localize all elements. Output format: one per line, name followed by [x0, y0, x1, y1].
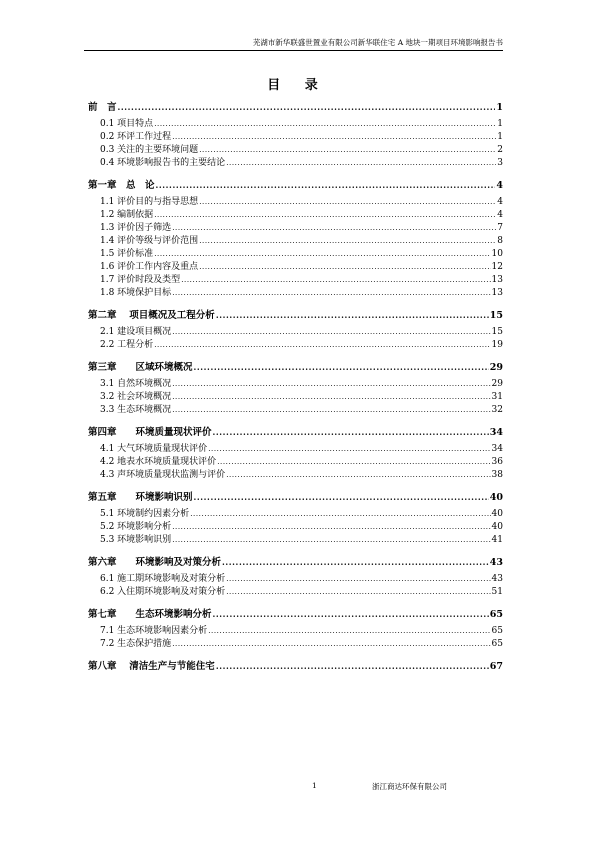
- toc-entry-label: 2.2 工程分析: [100, 340, 154, 350]
- toc-entry-label: 第三章 区域环境概况: [88, 362, 193, 373]
- toc-entry-label: 4.2 地表水环境质量现状评价: [100, 457, 217, 467]
- toc-section-entry[interactable]: [88, 469, 503, 482]
- toc-section-entry[interactable]: [88, 456, 503, 469]
- toc-entry-page-number: 2: [497, 145, 503, 155]
- toc-entry-page-number: 1: [497, 119, 503, 129]
- toc-chapter-entry[interactable]: [88, 555, 503, 570]
- toc-dot-leader: [208, 625, 490, 638]
- toc-entry-page-number: 65: [491, 639, 503, 649]
- toc-section-entry[interactable]: [88, 131, 503, 144]
- toc-dot-leader: [216, 659, 489, 673]
- toc-dot-leader: [172, 131, 496, 144]
- toc-section-entry[interactable]: [88, 118, 503, 131]
- toc-dot-leader: [156, 178, 496, 192]
- toc-entry-label: 第二章 项目概况及工程分析: [88, 310, 215, 321]
- toc-dot-leader: [181, 274, 490, 287]
- toc-entry-label: 3.1 自然环境概况: [100, 379, 172, 389]
- toc-entry-label: 1.8 环境保护目标: [100, 288, 172, 298]
- toc-entry-page-number: 34: [491, 444, 503, 454]
- toc-dot-leader: [194, 360, 489, 374]
- toc-section-entry[interactable]: [88, 586, 503, 599]
- toc-entry-label: 2.1 建设项目概况: [100, 327, 172, 337]
- toc-entry-label: 第六章 环境影响及对策分析: [88, 557, 222, 568]
- toc-section-entry[interactable]: [88, 326, 503, 339]
- toc-entry-label: 7.1 生态环境影响因素分析: [100, 626, 208, 636]
- toc-section-entry[interactable]: [88, 287, 503, 300]
- toc-entry-page-number: 38: [491, 470, 503, 480]
- toc-section-entry[interactable]: [88, 339, 503, 352]
- toc-entry-page-number: 34: [489, 427, 503, 438]
- toc-dot-leader: [154, 248, 490, 261]
- toc-section-entry[interactable]: [88, 378, 503, 391]
- toc-dot-leader: [226, 586, 490, 599]
- toc-entry-label: 1.4 评价等级与评价范围: [100, 236, 199, 246]
- toc-entry-label: 1.7 评价时段及类型: [100, 275, 181, 285]
- page-number: 1: [312, 781, 317, 790]
- toc-section-entry[interactable]: [88, 625, 503, 638]
- toc-chapter-entry[interactable]: [88, 178, 503, 193]
- toc-entry-page-number: 43: [491, 574, 503, 584]
- toc-dot-leader: [199, 144, 496, 157]
- toc-section-entry[interactable]: [88, 209, 503, 222]
- toc-section-entry[interactable]: [88, 196, 503, 209]
- toc-entry-label: 5.1 环境制约因素分析: [100, 509, 190, 519]
- toc-section-entry[interactable]: [88, 144, 503, 157]
- toc-section-entry[interactable]: [88, 391, 503, 404]
- toc-entry-label: 前 言: [88, 102, 117, 113]
- toc-entry-label: 第一章 总 论: [88, 180, 155, 191]
- toc-section-entry[interactable]: [88, 235, 503, 248]
- toc-entry-page-number: 40: [491, 522, 503, 532]
- toc-entry-page-number: 13: [491, 288, 503, 298]
- toc-entry-page-number: 13: [491, 275, 503, 285]
- toc-entry-page-number: 19: [491, 340, 503, 350]
- toc-entry-page-number: 29: [491, 379, 503, 389]
- toc-entry-page-number: 8: [497, 236, 503, 246]
- toc-entry-label: 第四章 环境质量现状评价: [88, 427, 212, 438]
- toc-dot-leader: [172, 287, 490, 300]
- toc-dot-leader: [216, 308, 489, 322]
- running-header: 芜湖市新华联盛世置业有限公司新华联住宅 A 地块一期项目环境影响报告书: [252, 38, 503, 47]
- toc-entry-page-number: 10: [491, 249, 503, 259]
- toc-entry-page-number: 41: [491, 535, 503, 545]
- toc-dot-leader: [226, 573, 490, 586]
- toc-dot-leader: [154, 118, 496, 131]
- toc-dot-leader: [199, 261, 490, 274]
- toc-chapter-entry[interactable]: [88, 607, 503, 622]
- toc-chapter-entry[interactable]: [88, 360, 503, 375]
- toc-dot-leader: [190, 508, 490, 521]
- toc-dot-leader: [199, 196, 496, 209]
- toc-dot-leader: [217, 456, 490, 469]
- toc-entry-page-number: 51: [491, 587, 503, 597]
- toc-entry-label: 5.3 环境影响识别: [100, 535, 172, 545]
- toc-chapter-entry[interactable]: [88, 308, 503, 323]
- toc-dot-leader: [118, 100, 496, 114]
- toc-entry-page-number: 65: [489, 609, 503, 620]
- toc-entry-page-number: 7: [497, 223, 503, 233]
- toc-dot-leader: [222, 555, 489, 569]
- toc-entry-label: 1.5 评价标准: [100, 249, 154, 259]
- toc-entry-page-number: 1: [496, 102, 503, 113]
- toc-entry-page-number: 4: [497, 197, 503, 207]
- toc-entry-page-number: 15: [491, 327, 503, 337]
- toc-dot-leader: [154, 209, 496, 222]
- toc-dot-leader: [172, 391, 490, 404]
- header-rule: [84, 50, 503, 51]
- toc-dot-leader: [172, 638, 490, 651]
- toc-dot-leader: [199, 235, 496, 248]
- toc-section-entry[interactable]: [88, 638, 503, 651]
- toc-dot-leader: [213, 425, 489, 439]
- toc-entry-label: 0.1 项目特点: [100, 119, 154, 129]
- toc-entry-label: 5.2 环境影响分析: [100, 522, 172, 532]
- toc-dot-leader: [208, 443, 490, 456]
- toc-entry-label: 0.2 环评工作过程: [100, 132, 172, 142]
- toc-entry-page-number: 15: [489, 310, 503, 321]
- toc-dot-leader: [172, 534, 490, 547]
- toc-section-entry[interactable]: [88, 508, 503, 521]
- toc-entry-label: 1.3 评价因子筛选: [100, 223, 172, 233]
- toc-entry-page-number: 31: [491, 392, 503, 402]
- toc-entry-page-number: 12: [491, 262, 503, 272]
- toc-entry-page-number: 36: [491, 457, 503, 467]
- toc-dot-leader: [226, 469, 490, 482]
- toc-dot-leader: [213, 607, 489, 621]
- toc-dot-leader: [154, 339, 490, 352]
- toc-section-entry[interactable]: [88, 222, 503, 235]
- toc-chapter-entry[interactable]: [88, 100, 503, 115]
- toc-section-entry[interactable]: [88, 248, 503, 261]
- toc-entry-page-number: 3: [497, 158, 503, 168]
- toc-entry-page-number: 67: [489, 661, 503, 672]
- toc-entry-label: 3.3 生态环境概况: [100, 405, 172, 415]
- toc-entry-page-number: 29: [489, 362, 503, 373]
- toc-entry-page-number: 4: [496, 180, 503, 191]
- toc-entry-label: 第五章 环境影响识别: [88, 492, 193, 503]
- toc-entry-label: 3.2 社会环境概况: [100, 392, 172, 402]
- toc-entry-label: 1.6 评价工作内容及重点: [100, 262, 199, 272]
- footer-organization: 浙江商达环保有限公司: [372, 782, 447, 791]
- toc-entry-page-number: 32: [491, 405, 503, 415]
- toc-section-entry[interactable]: [88, 573, 503, 586]
- toc-dot-leader: [172, 404, 490, 417]
- toc-entry-page-number: 40: [491, 509, 503, 519]
- toc-entry-label: 第七章 生态环境影响分析: [88, 609, 212, 620]
- toc-entry-label: 0.4 环境影响报告书的主要结论: [100, 158, 226, 168]
- toc-section-entry[interactable]: [88, 443, 503, 456]
- toc-dot-leader: [172, 521, 490, 534]
- toc-entry-label: 6.2 入住期环境影响及对策分析: [100, 587, 226, 597]
- toc-dot-leader: [226, 157, 496, 170]
- toc-entry-label: 7.2 生态保护措施: [100, 639, 172, 649]
- toc-entry-page-number: 43: [489, 557, 503, 568]
- toc-entry-label: 第八章 清洁生产与节能住宅: [88, 661, 215, 672]
- toc-entry-label: 1.2 编制依据: [100, 210, 154, 220]
- page-title: 目 录: [267, 78, 328, 93]
- toc-entry-page-number: 1: [497, 132, 503, 142]
- toc-chapter-entry[interactable]: [88, 425, 503, 440]
- toc-entry-page-number: 40: [489, 492, 503, 503]
- toc-section-entry[interactable]: [88, 261, 503, 274]
- toc-entry-page-number: 4: [497, 210, 503, 220]
- toc-entry-label: 4.1 大气环境质量现状评价: [100, 444, 208, 454]
- toc-dot-leader: [172, 378, 490, 391]
- toc-section-entry[interactable]: [88, 534, 503, 547]
- toc-entry-label: 0.3 关注的主要环境问题: [100, 145, 199, 155]
- toc-dot-leader: [172, 326, 490, 339]
- toc-dot-leader: [172, 222, 496, 235]
- toc-dot-leader: [194, 490, 489, 504]
- toc-entry-page-number: 65: [491, 626, 503, 636]
- toc-chapter-entry[interactable]: [88, 659, 503, 674]
- toc-section-entry[interactable]: [88, 521, 503, 534]
- toc-entry-label: 4.3 声环境质量现状监测与评价: [100, 470, 226, 480]
- toc-chapter-entry[interactable]: [88, 490, 503, 505]
- toc-section-entry[interactable]: [88, 274, 503, 287]
- toc-entry-label: 6.1 施工期环境影响及对策分析: [100, 574, 226, 584]
- toc-entry-label: 1.1 评价目的与指导思想: [100, 197, 199, 207]
- toc-section-entry[interactable]: [88, 404, 503, 417]
- toc-section-entry[interactable]: [88, 157, 503, 170]
